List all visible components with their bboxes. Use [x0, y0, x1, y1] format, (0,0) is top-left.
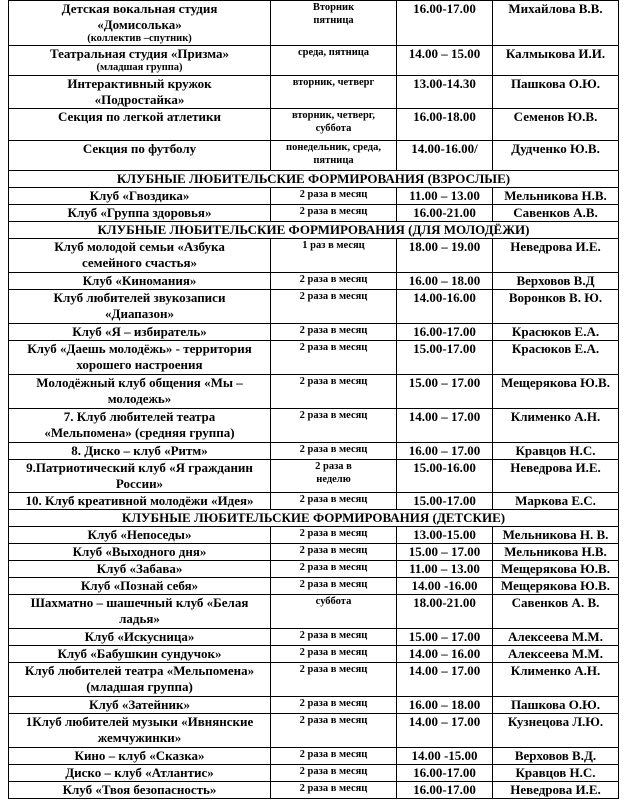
leader-cell: Красюков Е.А. — [493, 341, 619, 375]
time-cell: 16.00 – 18.00 — [397, 273, 493, 290]
schedule-days-cell — [271, 595, 397, 629]
club-name-cell-line: 1Клуб любителей музыки «Ивнянские — [25, 714, 254, 729]
schedule-days-cell-line: 2 раза в месяц — [299, 647, 368, 658]
time-cell: 14.00 -15.00 — [397, 748, 493, 765]
club-name-cell — [9, 460, 271, 493]
schedule-days-cell-line: 2 раза в месяц — [299, 579, 368, 590]
table-row — [9, 409, 619, 443]
club-name-cell — [9, 714, 271, 748]
table-row — [9, 714, 619, 748]
schedule-days-cell-line: понедельник, среда, — [286, 142, 381, 153]
club-name-cell-line: Клуб «Я – избиратель» — [72, 324, 207, 339]
table-row — [9, 782, 619, 799]
schedule-days-cell — [271, 544, 397, 561]
leader-cell: Маркова Е.С. — [493, 493, 619, 510]
time-cell: 16.00-17.00 — [397, 765, 493, 782]
club-name-cell-line: Клуб «Твоя безопасность» — [62, 782, 217, 797]
table-row — [9, 493, 619, 510]
schedule-days-cell — [271, 188, 397, 205]
club-name-cell — [9, 273, 271, 290]
table-row — [9, 109, 619, 141]
table-row — [9, 375, 619, 409]
leader-cell: Алексеева М.М. — [493, 629, 619, 646]
schedule-days-cell — [271, 714, 397, 748]
table-row — [9, 188, 619, 205]
leader-cell: Мещерякова Ю.В. — [493, 375, 619, 409]
club-name-cell — [9, 527, 271, 544]
leader-cell: Дудченко Ю.В. — [493, 141, 619, 171]
time-cell: 11.00 – 13.00 — [397, 188, 493, 205]
leader-cell: Верховов В.Д. — [493, 748, 619, 765]
schedule-days-cell-line: 2 раза в месяц — [299, 528, 368, 539]
schedule-days-cell — [271, 561, 397, 578]
club-name-cell-line: Клуб «Непоседы» — [87, 527, 192, 542]
time-cell: 15.00 – 17.00 — [397, 544, 493, 561]
time-cell: 16.00 – 17.00 — [397, 443, 493, 460]
club-name-cell — [9, 765, 271, 782]
schedule-days-cell-line: пятница — [313, 155, 354, 166]
schedule-days-cell-line: 2 раза в месяц — [299, 274, 368, 285]
club-name-cell — [9, 595, 271, 629]
leader-cell: Кравцов Н.С. — [493, 443, 619, 460]
club-name-cell-line: «Подростайка» — [94, 92, 185, 107]
schedule-days-cell — [271, 409, 397, 443]
leader-cell: Пашкова О.Ю. — [493, 76, 619, 109]
schedule-days-cell-line: среда, пятница — [297, 47, 370, 58]
club-name-cell-line: «Диапазон» — [105, 306, 174, 321]
schedule-days-cell — [271, 663, 397, 697]
leader-cell: Семенов Ю.В. — [493, 109, 619, 141]
schedule-table — [8, 0, 619, 799]
club-name-cell — [9, 141, 271, 171]
club-name-cell — [9, 646, 271, 663]
schedule-days-cell — [271, 527, 397, 544]
schedule-days-cell-line: 2 раза в месяц — [299, 766, 368, 777]
table-row — [9, 527, 619, 544]
club-name-cell-line: Клуб «Киномания» — [82, 273, 197, 288]
leader-cell: Калмыкова И.И. — [493, 46, 619, 76]
section-header-row — [9, 222, 619, 239]
table-row — [9, 1, 619, 46]
club-name-cell — [9, 341, 271, 375]
table-row — [9, 239, 619, 273]
table-row — [9, 697, 619, 714]
leader-cell: Неведрова И.Е. — [493, 239, 619, 273]
table-row — [9, 595, 619, 629]
leader-cell: Алексеева М.М. — [493, 646, 619, 663]
club-name-cell-line: Шахматно – шашечный клуб «Белая — [30, 595, 249, 610]
club-name-cell-line: Кино – клуб «Сказка» — [74, 748, 205, 763]
time-cell: 15.00 – 17.00 — [397, 375, 493, 409]
schedule-days-cell — [271, 341, 397, 375]
schedule-days-cell-line: суббота — [315, 596, 352, 607]
club-name-cell-line: ладья» — [119, 611, 160, 626]
time-cell: 15.00 – 17.00 — [397, 629, 493, 646]
club-name-cell — [9, 561, 271, 578]
leader-cell: Михайлова В.В. — [493, 1, 619, 46]
table-row — [9, 765, 619, 782]
table-row — [9, 290, 619, 324]
schedule-days-cell — [271, 578, 397, 595]
club-name-cell — [9, 578, 271, 595]
time-cell: 13.00-14.30 — [397, 76, 493, 109]
schedule-days-cell — [271, 697, 397, 714]
leader-cell: Мещерякова Ю.В. — [493, 561, 619, 578]
time-cell: 16.00-17.00 — [397, 324, 493, 341]
schedule-days-cell — [271, 46, 397, 76]
schedule-days-cell-line: 1 раз в месяц — [302, 240, 365, 251]
schedule-days-cell — [271, 460, 397, 493]
leader-cell: Мельникова Н.В. — [493, 544, 619, 561]
club-name-cell — [9, 76, 271, 109]
schedule-days-cell-line: вторник, четверг — [292, 77, 375, 88]
time-cell: 13.00-15.00 — [397, 527, 493, 544]
club-name-cell — [9, 409, 271, 443]
schedule-days-cell — [271, 76, 397, 109]
time-cell: 16.00-18.00 — [397, 109, 493, 141]
schedule-days-cell — [271, 273, 397, 290]
schedule-days-cell-line: 2 раза в месяц — [299, 444, 368, 455]
table-row — [9, 273, 619, 290]
schedule-days-cell — [271, 629, 397, 646]
time-cell: 16.00-21.00 — [397, 205, 493, 222]
club-name-cell-line: Театральная студия «Призма» — [49, 46, 230, 61]
schedule-days-cell-line: 2 раза в месяц — [299, 291, 368, 302]
schedule-days-cell-line: Вторник — [312, 2, 355, 13]
club-name-cell — [9, 493, 271, 510]
table-row — [9, 76, 619, 109]
table-row — [9, 646, 619, 663]
club-name-cell-line: Интерактивный кружок — [67, 76, 212, 91]
club-note: (коллектив –спутник) — [87, 33, 192, 44]
club-name-cell — [9, 46, 271, 76]
club-name-cell-line: Клуб «Познай себя» — [80, 578, 199, 593]
schedule-days-cell-line: 2 раза в месяц — [299, 545, 368, 556]
schedule-days-cell-line: 2 раза в месяц — [299, 664, 368, 675]
schedule-days-cell — [271, 646, 397, 663]
time-cell: 14.00-16.00 — [397, 290, 493, 324]
schedule-days-cell — [271, 324, 397, 341]
leader-cell: Верховов В.Д — [493, 273, 619, 290]
time-cell: 14.00 – 16.00 — [397, 646, 493, 663]
table-row — [9, 663, 619, 697]
leader-cell: Неведрова И.Е. — [493, 460, 619, 493]
schedule-days-cell — [271, 290, 397, 324]
club-name-cell-line: Секция по футболу — [82, 141, 197, 156]
schedule-days-cell — [271, 239, 397, 273]
club-name-cell-line: 10. Клуб креативной молодёжи «Идея» — [25, 493, 254, 508]
club-name-cell-line: жемчужинки» — [97, 730, 182, 745]
table-row — [9, 629, 619, 646]
club-name-cell — [9, 748, 271, 765]
schedule-days-cell-line: неделю — [316, 474, 351, 485]
schedule-days-cell-line: 2 раза в месяц — [299, 494, 368, 505]
club-name-cell-line: (младшая группа) — [86, 679, 193, 694]
section-title: КЛУБНЫЕ ЛЮБИТЕЛЬСКИЕ ФОРМИРОВАНИЯ (ДЛЯ МОЛОДЁЖИ) — [9, 222, 619, 239]
schedule-days-cell — [271, 375, 397, 409]
club-name-cell-line: молодежь» — [107, 391, 172, 406]
club-name-cell-line: Клуб молодой семьи «Азбука — [54, 239, 225, 254]
leader-cell: Кравцов Н.С. — [493, 765, 619, 782]
club-name-cell — [9, 544, 271, 561]
schedule-days-cell-line: 2 раза в месяц — [299, 562, 368, 573]
section-title: КЛУБНЫЕ ЛЮБИТЕЛЬСКИЕ ФОРМИРОВАНИЯ (ДЕТСКИЕ) — [9, 510, 619, 527]
section-header-row — [9, 171, 619, 188]
schedule-days-cell-line: 2 раза в месяц — [299, 206, 368, 217]
schedule-days-cell — [271, 782, 397, 799]
leader-cell: Кузнецова Л.Ю. — [493, 714, 619, 748]
table-row — [9, 748, 619, 765]
leader-cell: Пашкова О.Ю. — [493, 697, 619, 714]
table-row — [9, 324, 619, 341]
club-name-cell-line: семейного счастья» — [81, 255, 198, 270]
club-name-cell — [9, 109, 271, 141]
leader-cell: Мельникова Н. В. — [493, 527, 619, 544]
schedule-body — [9, 1, 619, 799]
schedule-days-cell-line: 2 раза в месяц — [299, 410, 368, 421]
club-note: (младшая группа) — [96, 62, 183, 73]
time-cell: 15.00-17.00 — [397, 493, 493, 510]
club-name-cell — [9, 375, 271, 409]
club-name-cell — [9, 629, 271, 646]
leader-cell: Мельникова Н.В. — [493, 188, 619, 205]
schedule-days-cell-line: 2 раза в месяц — [299, 189, 368, 200]
schedule-days-cell-line: 2 раза в месяц — [299, 342, 368, 353]
schedule-days-cell-line: 2 раза в месяц — [299, 698, 368, 709]
time-cell: 15.00-16.00 — [397, 460, 493, 493]
table-row — [9, 544, 619, 561]
club-name-cell-line: 9.Патриотический клуб «Я гражданин — [26, 460, 253, 475]
club-name-cell-line: Клуб «Затейник» — [89, 697, 190, 712]
time-cell: 14.00-16.00/ — [397, 141, 493, 171]
time-cell: 18.00 – 19.00 — [397, 239, 493, 273]
table-row — [9, 460, 619, 493]
club-name-cell-line: Диско – клуб «Атлантис» — [65, 765, 214, 780]
club-name-cell-line: Клуб любителей звукозаписи — [53, 290, 226, 305]
club-name-cell-line: Клуб «Искусница» — [84, 629, 195, 644]
leader-cell: Неведрова И.Е. — [493, 782, 619, 799]
leader-cell: Мещерякова Ю.В. — [493, 578, 619, 595]
schedule-days-cell-line: 2 раза в — [315, 461, 352, 472]
time-cell: 14.00 – 17.00 — [397, 663, 493, 697]
schedule-days-cell — [271, 141, 397, 171]
schedule-days-cell — [271, 109, 397, 141]
schedule-days-cell — [271, 765, 397, 782]
time-cell: 16.00 – 18.00 — [397, 697, 493, 714]
club-name-cell-line: Клуб любителей театра «Мельпомена» — [24, 663, 255, 678]
time-cell: 18.00-21.00 — [397, 595, 493, 629]
section-title: КЛУБНЫЕ ЛЮБИТЕЛЬСКИЕ ФОРМИРОВАНИЯ (ВЗРОСЛЫЕ) — [9, 171, 619, 188]
schedule-days-cell-line: 2 раза в месяц — [299, 715, 368, 726]
schedule-days-cell — [271, 748, 397, 765]
club-name-cell — [9, 782, 271, 799]
section-header-row — [9, 510, 619, 527]
table-row — [9, 141, 619, 171]
table-row — [9, 578, 619, 595]
club-name-cell-line: «Домисолька» — [97, 17, 182, 32]
club-name-cell-line: 7. Клуб любителей театра — [63, 409, 216, 424]
leader-cell: Воронков В. Ю. — [493, 290, 619, 324]
time-cell: 14.00 – 17.00 — [397, 409, 493, 443]
club-name-cell — [9, 188, 271, 205]
club-name-cell — [9, 1, 271, 46]
club-name-cell — [9, 443, 271, 460]
club-name-cell-line: Молодёжный клуб общения «Мы – — [36, 375, 243, 390]
club-name-cell-line: «Мельпомена» (средняя группа) — [44, 425, 235, 440]
schedule-days-cell — [271, 493, 397, 510]
club-name-cell — [9, 290, 271, 324]
schedule-days-cell-line: вторник, четверг, — [291, 110, 376, 121]
club-name-cell-line: Клуб «Группа здоровья» — [67, 205, 212, 220]
schedule-days-cell-line: 2 раза в месяц — [299, 325, 368, 336]
club-name-cell — [9, 205, 271, 222]
table-row — [9, 341, 619, 375]
leader-cell: Красюков Е.А. — [493, 324, 619, 341]
club-name-cell-line: Клуб «Гвоздика» — [89, 188, 190, 203]
time-cell: 14.00 -16.00 — [397, 578, 493, 595]
club-name-cell — [9, 239, 271, 273]
schedule-days-cell — [271, 205, 397, 222]
leader-cell: Савенков А.В. — [493, 205, 619, 222]
time-cell: 14.00 – 15.00 — [397, 46, 493, 76]
club-name-cell-line: 8. Диско – клуб «Ритм» — [71, 443, 208, 458]
club-name-cell-line: Клуб «Забава» — [96, 561, 183, 576]
club-name-cell — [9, 697, 271, 714]
club-name-cell-line: Клуб «Даешь молодёжь» - территория — [27, 341, 252, 356]
club-name-cell — [9, 324, 271, 341]
table-row — [9, 561, 619, 578]
club-name-cell-line: хорошего настроения — [76, 357, 203, 372]
time-cell: 11.00 – 13.00 — [397, 561, 493, 578]
schedule-days-cell — [271, 1, 397, 46]
table-row — [9, 46, 619, 76]
time-cell: 15.00-17.00 — [397, 341, 493, 375]
time-cell: 16.00-17.00 — [397, 1, 493, 46]
schedule-days-cell-line: 2 раза в месяц — [299, 630, 368, 641]
leader-cell: Клименко А.Н. — [493, 663, 619, 697]
club-name-cell-line: Клуб «Выходного дня» — [72, 544, 207, 559]
time-cell: 16.00-17.00 — [397, 782, 493, 799]
schedule-days-cell — [271, 443, 397, 460]
table-row — [9, 205, 619, 222]
table-row — [9, 443, 619, 460]
schedule-days-cell-line: 2 раза в месяц — [299, 749, 368, 760]
club-name-cell-line: Клуб «Бабушкин сундучок» — [57, 646, 222, 661]
club-name-cell-line: России» — [115, 476, 164, 491]
schedule-days-cell-line: пятница — [313, 15, 354, 26]
club-name-cell-line: Детская вокальная студия — [61, 1, 218, 16]
club-name-cell — [9, 663, 271, 697]
club-name-cell-line: Секция по легкой атлетики — [58, 109, 221, 124]
leader-cell: Савенков А. В. — [493, 595, 619, 629]
time-cell: 14.00 – 17.00 — [397, 714, 493, 748]
leader-cell: Клименко А.Н. — [493, 409, 619, 443]
schedule-days-cell-line: суббота — [315, 123, 352, 134]
schedule-days-cell-line: 2 раза в месяц — [299, 783, 368, 794]
schedule-days-cell-line: 2 раза в месяц — [299, 376, 368, 387]
